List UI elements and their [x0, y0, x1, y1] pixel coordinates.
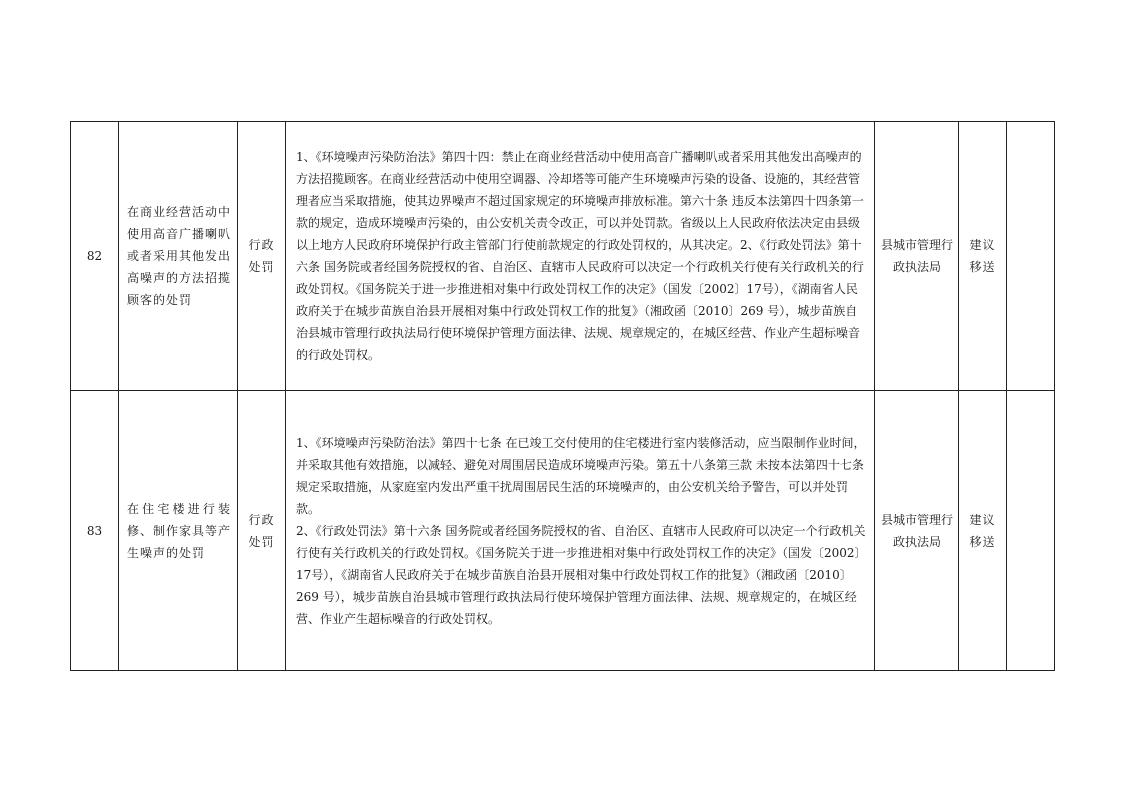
legal-basis-paragraph: 1、《环境噪声污染防治法》第四十七条 在已竣工交付使用的住宅楼进行室内装修活动，应当限制作业时间，并采取其他有效措施，以减轻、避免对周围居民造成环境噪声污染。第五十八条第三款 未按本法第四十七条规定采取措施，从家庭室内发出严重干扰周围居民生活的环境噪声的，由公安机关给予警告，可以并处罚款。: [296, 435, 866, 516]
row-number: 82: [71, 122, 119, 391]
item-name: 在住宅楼进行装修、制作家具等产生噪声的处罚: [119, 391, 238, 671]
item-name: 在商业经营活动中使用高音广播喇叭或者采用其他发出高噪声的方法招揽顾客的处罚: [119, 122, 238, 391]
power-type-text: 行政处罚: [248, 512, 275, 549]
power-type-text: 行政处罚: [248, 238, 275, 274]
table-row: [71, 391, 1055, 671]
power-type: [238, 391, 286, 671]
department-text: 县城市管理行政执法局: [880, 512, 953, 549]
action: [959, 122, 1007, 391]
action: [959, 391, 1007, 671]
legal-basis: [286, 391, 875, 671]
legal-basis-paragraph: 2、《行政处罚法》第十六条 国务院或者经国务院授权的省、自治区、直辖市人民政府可以决定一个行政机关行使有关行政机关的行政处罚权。《国务院关于进一步推进相对集中行政处罚权工作的决定》（国发〔2002〕17号），《湖南省人民政府关于在城步苗族自治县开展相对集中行政处罚权工作的批复》（湘政函〔2010〕269 号），城步苗族自治县城市管理行政执法局行使环境保护管理方面法律、法规、规章规定的，在城区经营、作业产生超标噪音的行政处罚权。: [296, 523, 866, 626]
table-row: [71, 122, 1055, 391]
note: [1007, 122, 1055, 391]
power-type: [238, 122, 286, 391]
action-text: 建议移送: [969, 238, 996, 274]
note: [1007, 391, 1055, 671]
powers-table: [70, 121, 1055, 671]
row-number: 83: [71, 391, 119, 671]
department-text: 县城市管理行政执法局: [880, 238, 953, 274]
action-text: 建议移送: [969, 512, 996, 549]
department: [875, 122, 959, 391]
legal-basis: [286, 122, 875, 391]
legal-basis-paragraph: 1、《环境噪声污染防治法》第四十四：禁止在商业经营活动中使用高音广播喇叭或者采用其他发出高噪声的方法招揽顾客。在商业经营活动中使用空调器、冷却塔等可能产生环境噪声污染的设备、设施的，其经营管理者应当采取措施，使其边界噪声不超过国家规定的环境噪声排放标准。第六十条 违反本法第四十四条第一款的规定，造成环境噪声污染的，由公安机关责令改正，可以并处罚款。省级以上人民政府依法决定由县级以上地方人民政府环境保护行政主管部门行使前款规定的行政处罚权的，从其决定。2、《行政处罚法》第十六条 国务院或者经国务院授权的省、自治区、直辖市人民政府可以决定一个行政机关行使有关行政机关的行政处罚权。《国务院关于进一步推进相对集中行政处罚权工作的决定》（国发〔2002〕17号），《湖南省人民政府关于在城步苗族自治县开展相对集中行政处罚权工作的批复》（湘政函〔2010〕269 号），城步苗族自治县城市管理行政执法局行使环境保护管理方面法律、法规、规章规定的，在城区经营、作业产生超标噪音的行政处罚权。: [296, 150, 864, 362]
department: [875, 391, 959, 671]
